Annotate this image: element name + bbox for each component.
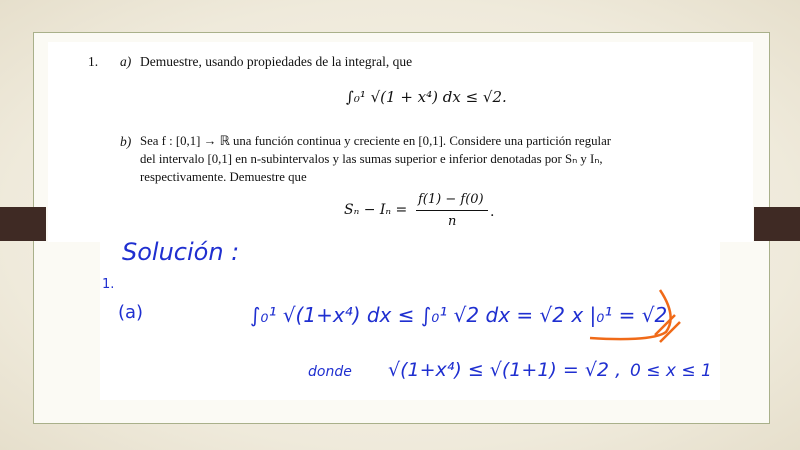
part-b-line-2: del intervalo [0,1] en n-subintervalos y las sumas superior e inferior denotadas por Sₙ y Iₙ, <box>140 152 603 166</box>
solution-line-2-word: donde <box>308 364 352 380</box>
part-b-formula-end: . <box>490 204 495 220</box>
part-b-line-3: respectivamente. Demuestre que <box>140 170 307 184</box>
problem-number: 1. <box>88 54 99 69</box>
left-tab-decoration <box>0 207 46 241</box>
solution-line-2: √(1+x⁴) ≤ √(1+1) = √2 , <box>388 359 622 381</box>
handwritten-solution <box>100 230 720 400</box>
solution-line-1: ∫₀¹ √(1+x⁴) dx ≤ ∫₀¹ √2 dx = √2 x |₀¹ = √2 <box>250 303 668 327</box>
problem-sheet <box>48 42 753 242</box>
part-b-line-1: Sea f : [0,1] → ℝ una función continua y creciente en [0,1]. Considere una partición regular <box>140 134 612 148</box>
part-b-formula-numerator: f(1) − f(0) <box>418 192 484 207</box>
solution-item-number: 1. <box>102 277 115 292</box>
right-tab-decoration <box>754 207 800 241</box>
solution-heading: Solución : <box>122 238 240 266</box>
part-b-formula-denominator: n <box>448 214 457 229</box>
fraction-bar <box>416 210 488 211</box>
part-a-text: Demuestre, usando propiedades de la integral, que <box>140 54 413 69</box>
part-a-formula: ∫₀¹ √(1 + x⁴) dx ≤ √2. <box>346 88 507 106</box>
handwriting-canvas <box>100 230 720 400</box>
part-a-label: a) <box>120 54 132 69</box>
solution-range: 0 ≤ x ≤ 1 <box>630 361 712 381</box>
part-b-label: b) <box>120 134 132 149</box>
part-b-formula-lhs: Sₙ − Iₙ = <box>344 202 408 218</box>
solution-item-label: (a) <box>118 302 144 323</box>
